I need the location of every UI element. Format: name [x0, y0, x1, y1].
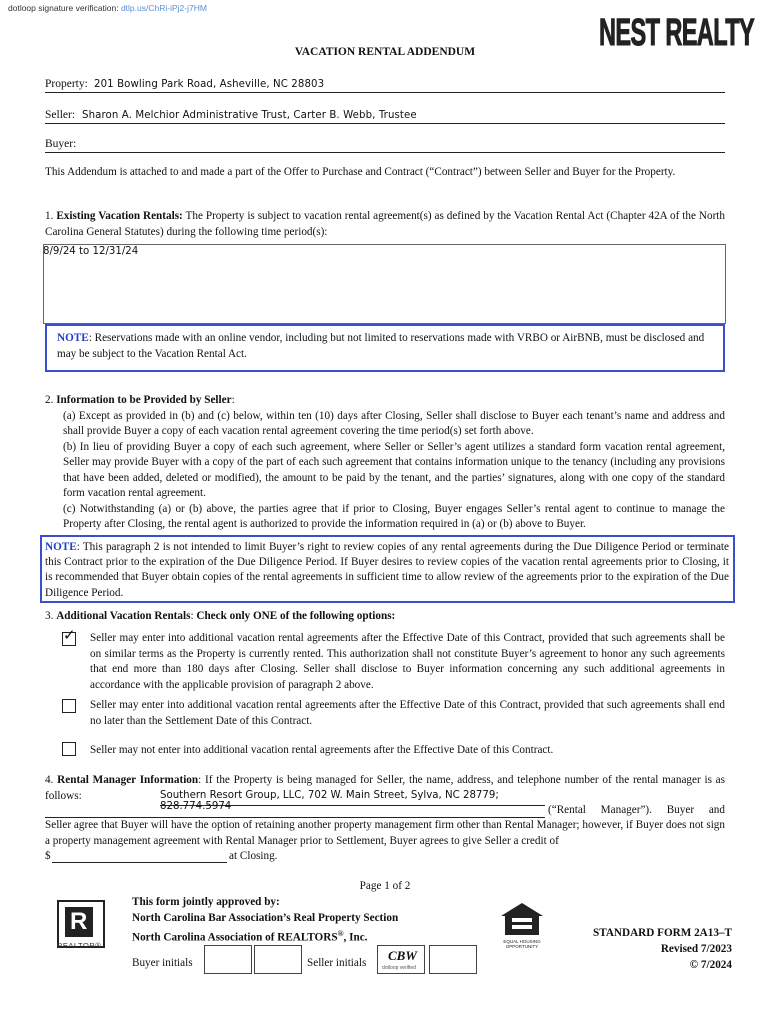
section-4-number: 4.	[45, 774, 54, 786]
property-field[interactable]	[45, 74, 725, 93]
intro-paragraph: This Addendum is attached to and made a part of the Offer to Purchase and Contract (“Contract”) between Seller and Buyer for the Property.	[45, 166, 676, 178]
option-2-text: Seller may enter into additional vacation rental agreements after the Effective Date of this Contract, provided that such agreements shall end no later than the Settlement Date of this Contract.	[90, 699, 725, 727]
section-2-number: 2.	[45, 394, 54, 406]
section-4-text-2: (“Rental Manager”). Buyer and	[548, 804, 725, 816]
equal-housing-icon	[499, 902, 545, 936]
section-2-heading: Information to be Provided by Seller	[56, 394, 232, 406]
credit-suffix: at Closing.	[229, 850, 278, 862]
section-2-c: (c) Notwithstanding (a) or (b) above, the parties agree that if prior to Closing, Buyer engages Seller’s rental agent to continue to manage the Property after Closing, the rental agent is authorized to provide the information required in (a) or (b) above to Buyer.	[63, 502, 725, 530]
credit-amount-field[interactable]	[52, 848, 227, 863]
approval-line-2: North Carolina Bar Association’s Real Property Section	[132, 912, 399, 924]
verification-link[interactable]: dtlp.us/ChRi-iPj2-j7HM	[120, 3, 207, 13]
form-revised: Revised 7/2023	[660, 943, 732, 955]
approval-line-3	[132, 926, 398, 946]
time-periods-value: 8/9/24 to 12/31/24	[43, 246, 139, 257]
realtor-logo-block	[65, 907, 93, 937]
form-copyright: © 7/2024	[689, 959, 732, 971]
buyer-initials-box-1[interactable]	[204, 945, 252, 974]
section-1-heading: Existing Vacation Rentals:	[56, 210, 183, 222]
seller-initials-box-1[interactable]	[377, 945, 425, 974]
section-3-heading-colon: :	[190, 610, 194, 622]
section-1-text: The Property is subject to vacation rental agreement(s) as defined by the Vacation Rental Act (Chapter 42A of the North Carolina General Statutes) during the following time period(s):	[45, 210, 726, 238]
seller-initials-box-2[interactable]	[429, 945, 477, 974]
manager-value: Southern Resort Group, LLC, 702 W. Main Street, Sylva, NC 28779; 828.774.5974	[160, 790, 499, 812]
note-box-1	[45, 324, 725, 372]
property-value: 201 Bowling Park Road, Asheville, NC 28803	[94, 79, 325, 90]
section-4-text-3: Seller agree that Buyer will have the option of retaining another property management firm other than Rental Manager; however, if Buyer does not sign a property management agreement with Rental Manager prior to Settlement, Buyer agrees to give Seller a credit of	[45, 819, 725, 847]
time-periods-box[interactable]	[43, 244, 726, 324]
equal-housing-label: EQUAL HOUSING OPPORTUNITY	[503, 939, 541, 949]
buyer-initials-box-2[interactable]	[254, 945, 302, 974]
verification-line	[8, 3, 207, 13]
option-1-text: Seller may enter into additional vacation rental agreements after the Effective Date of this Contract, provided that such agreements shall be on similar terms as the Property is currently rented. This authorization shall not constitute Buyer’s agreement to honor any such agreements that end more than 180 days after Closing. Seller shall disclose to Buyer information concerning any such additional agreements in accordance with the applicable provision of paragraph 2 above.	[90, 632, 725, 691]
seller-label: Seller:	[45, 109, 76, 121]
realtor-label: REALTOR®	[57, 941, 102, 950]
buyer-field[interactable]	[45, 134, 725, 153]
section-1	[45, 209, 725, 240]
seller-initials-label: Seller initials	[307, 957, 367, 969]
buyer-label: Buyer:	[45, 138, 77, 150]
registered-mark: ®	[337, 929, 344, 938]
option-2-checkbox[interactable]	[62, 699, 76, 713]
section-2-b: (b) In lieu of providing Buyer a copy of each such agreement, where Seller or Seller’s agent utilizes a standard form vacation rental agreement, Seller may provide Buyer with a copy of the part of each such agreement that contains information unique to the tenancy (including any provisions that have been added, deleted or modified), the amount to be paid by the tenant, and the parties’ signatures, along with one copy of the standard form vacation rental agreement.	[63, 440, 725, 499]
form-id-block	[593, 925, 732, 973]
section-2-heading-colon: :	[231, 394, 235, 406]
approval-line-3-a: North Carolina Association of REALTORS	[132, 931, 338, 944]
section-2-title	[45, 393, 725, 409]
manager-field-line-2[interactable]	[45, 803, 545, 818]
section-2-a: (a) Except as provided in (b) and (c) below, within ten (10) days after Closing, Seller shall disclose to Buyer each tenant’s name and address and shall provide Buyer a copy of each vacation rental agreement covering the time period(s) set forth above.	[63, 409, 725, 437]
seller-initials-meta: dotloop verified	[382, 965, 416, 971]
seller-field[interactable]	[45, 105, 725, 124]
section-4-text-1: : If the Property is being managed for Seller, the name, address, and telephone number of the rental manager is as follows:	[45, 774, 726, 802]
option-3-text: Seller may not enter into additional vacation rental agreements after the Effective Date of this Contract.	[90, 744, 554, 756]
section-3-instruction: Check only ONE of the following options:	[196, 610, 396, 622]
page-title: VACATION RENTAL ADDENDUM	[294, 46, 476, 58]
note-1-text: : Reservations made with an online vendor, including but not limited to reservations made with VRBO or AirBNB, must be disclosed and may be subject to the Vacation Rental Act.	[57, 332, 705, 360]
buyer-initials-label: Buyer initials	[132, 957, 193, 969]
realtor-letter: R	[70, 908, 88, 935]
section-1-number: 1.	[45, 210, 54, 222]
seller-initials-signature: CBW	[388, 948, 417, 963]
note-box-2	[40, 535, 735, 603]
brand-logo: NEST REALTY	[598, 12, 754, 54]
credit-prefix: $	[45, 850, 51, 862]
approval-block	[132, 894, 398, 946]
section-3-title	[45, 609, 725, 625]
approval-line-3-c: , Inc.	[343, 931, 368, 944]
note-2-label: NOTE	[45, 541, 77, 553]
seller-value: Sharon A. Melchior Administrative Trust, Carter B. Webb, Trustee	[82, 110, 417, 121]
section-2	[45, 393, 725, 533]
section-4-heading: Rental Manager Information	[57, 774, 199, 786]
approval-line-1: This form jointly approved by:	[132, 896, 280, 908]
verification-label: dotloop signature verification:	[8, 3, 119, 13]
section-3-number: 3.	[45, 610, 54, 622]
note-2-text: : This paragraph 2 is not intended to limit Buyer’s right to review copies of any rental agreements during the Due Diligence Period or terminate this Contract prior to the expiration of the Due Diligence Period. If Buyer desires to review copies of the vacation rental agreements prior to Closing, it is recommended that Buyer obtain copies of the rental agreements in sufficient time to allow review of the agreements prior to the expiration of the Due Diligence Period.	[45, 541, 729, 599]
option-3-checkbox[interactable]	[62, 742, 76, 756]
page-number: Page 1 of 2	[359, 880, 411, 892]
note-1-label: NOTE	[57, 332, 89, 344]
equal-housing-logo	[499, 902, 545, 949]
check-icon: ✓	[63, 628, 76, 644]
form-number: STANDARD FORM 2A13–T	[592, 927, 732, 939]
option-1-checkbox[interactable]	[62, 628, 76, 646]
property-label: Property:	[45, 78, 88, 90]
section-3-heading: Additional Vacation Rentals	[56, 610, 191, 622]
